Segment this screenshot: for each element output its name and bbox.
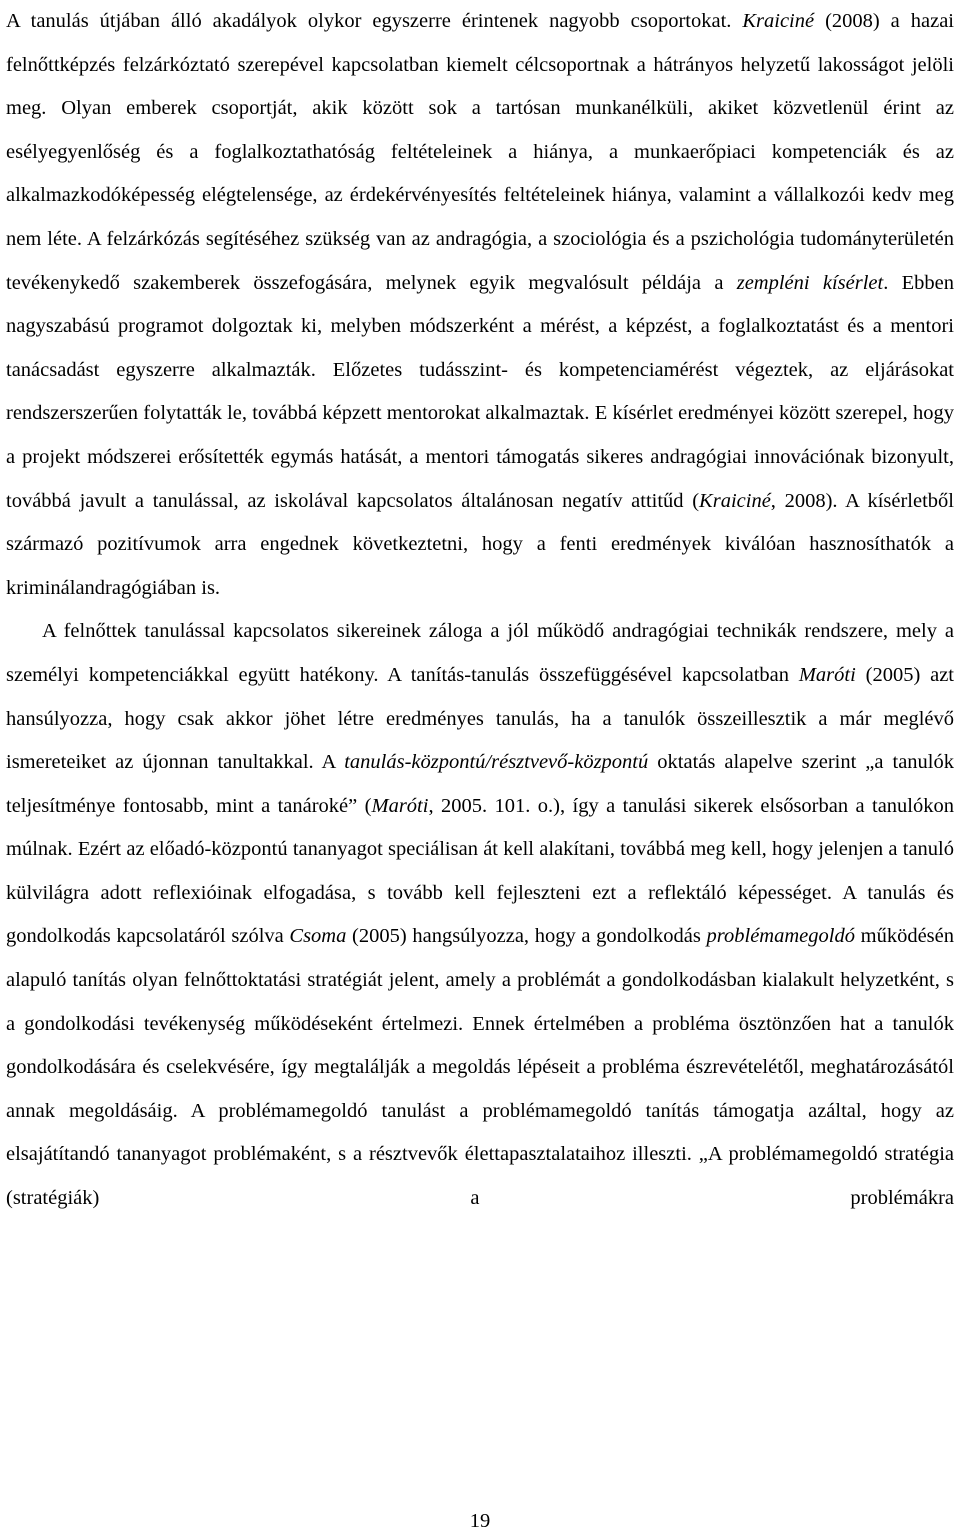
p2-problemamegoldo: problémamegoldó — [706, 925, 855, 948]
p2-author-csoma: Csoma — [289, 925, 347, 948]
p1-seg-6: , 2008). A kísérletből származó pozitívumok arra engednek következtetni, hogy a fenti eredmények kiválóan hasznosíthatók a kriminálandragógiában is. — [6, 489, 954, 599]
p2-seg-6: , 2005. 101. o.), így a tanulási sikerek elsősorban a tanulókon múlnak. Ezért az előadó-központú tananyagot speciálisan át kell alakítani, továbbá meg kell, hogy jelenjen a tanuló külvilágra adott reflexióinak elfogadása, s tovább kell fejleszteni ezt a reflektáló képességet. A tanulás és gondolkodás kapcsolatáról szólva — [6, 794, 954, 948]
document-page — [6, 0, 954, 1221]
p2-author-maroti-2: Maróti — [371, 794, 429, 817]
p1-zempleni-kiserlet: zempléni kísérlet — [736, 271, 884, 294]
p1-seg-4: . Ebben nagyszabású programot dolgoztak ki, melyben módszerként a mérést, a képzést, a foglalkoztatást és a mentori tanácsadást egyszerre alkalmazták. Előzetes tudásszint- és kompetenciamérést végeztek, az eljárásokat rendszerszerűen folytatták le, továbbá képzett mentorokat alkalmaztak. E kísérlet eredményei között szerepel, hogy a projekt módszerei erősítették egymás hatását, a mentori támogatás sikeres andragógiai innovációnak bizonyult, továbbá javult a tanulással, az iskolával kapcsolatos általánosan negatív attitűd ( — [6, 271, 955, 512]
p1-seg-2: (2008) a hazai felnőttképzés felzárkóztató szerepével kapcsolatban kiemelt célcsoportnak a hátrányos helyzetű lakosságot jelöli meg. Olyan emberek csoportját, akik között sok a tartósan munkanélküli, akiket közvetlenül érint az esélyegyenlőség és a foglalkoztathatóság feltételeinek a hiánya, a munkaerőpiaci kompetenciák és az alkalmazkodóképesség elégtelensége, az érdekérvényesítés feltételeinek hiánya, valamint a vállalkozói kedv meg nem léte. A felzárkózás segítéséhez szükség van az andragógia, a szociológia és a pszichológia tudományterületén tevékenykedő szakemberek összefogására, melynek egyik megvalósult példája a — [6, 10, 954, 294]
p2-seg-10: működésén alapuló tanítás olyan felnőttoktatási stratégiát jelent, amely a problémát a gondolkodásban kialakult helyzetként, s a gondolkodási tevékenység működéseként értelmezi. Ennek értelmében a probléma ösztönzően hat a tanulók gondolkodására és cselekvésére, így megtalálják a megoldás lépéseit a probléma észrevételétől, meghatározásától annak megoldásáig. A problémamegoldó tanulást a problémamegoldó tanítás támogatja azáltal, hogy az elsajátítandó tananyagot problémaként, s a résztvevők élettapasztalataihoz illeszti. „A problémamegoldó stratégia (stratégiák) a problémákra — [6, 925, 954, 1210]
p1-author-kraicine-2: Kraiciné — [699, 489, 771, 512]
paragraph-1 — [6, 0, 954, 610]
paragraph-2 — [6, 610, 954, 1220]
p2-author-maroti: Maróti — [798, 663, 856, 686]
p1-author-kraicine: Kraiciné — [742, 10, 815, 32]
p2-seg-4: oktatás alapelve szerint „a tanulók teljesítménye fontosabb, mint a tanároké” ( — [6, 751, 954, 817]
page-number: 19 — [469, 1510, 491, 1532]
p2-tanulas-kozpontu: tanulás-központú/résztvevő-központú — [344, 751, 649, 774]
p2-seg-0: A felnőttek tanulással kapcsolatos sikereinek záloga a jól működő andragógiai technikák rendszere, mely a személyi kompetenciákkal együtt hatékony. A tanítás-tanulás összefüggésével kapcsolatban — [6, 620, 954, 686]
p2-seg-2: (2005) azt hansúlyozza, hogy csak akkor jöhet létre eredményes tanulás, ha a tanulók összeillesztik a már meglévő ismereteiket az újonnan tanultakkal. A — [6, 663, 954, 774]
p1-seg-0: A tanulás útjában álló akadályok olykor egyszerre érintenek nagyobb csoportokat. — [6, 10, 743, 32]
p2-seg-8: (2005) hangsúlyozza, hogy a gondolkodás — [346, 925, 707, 948]
